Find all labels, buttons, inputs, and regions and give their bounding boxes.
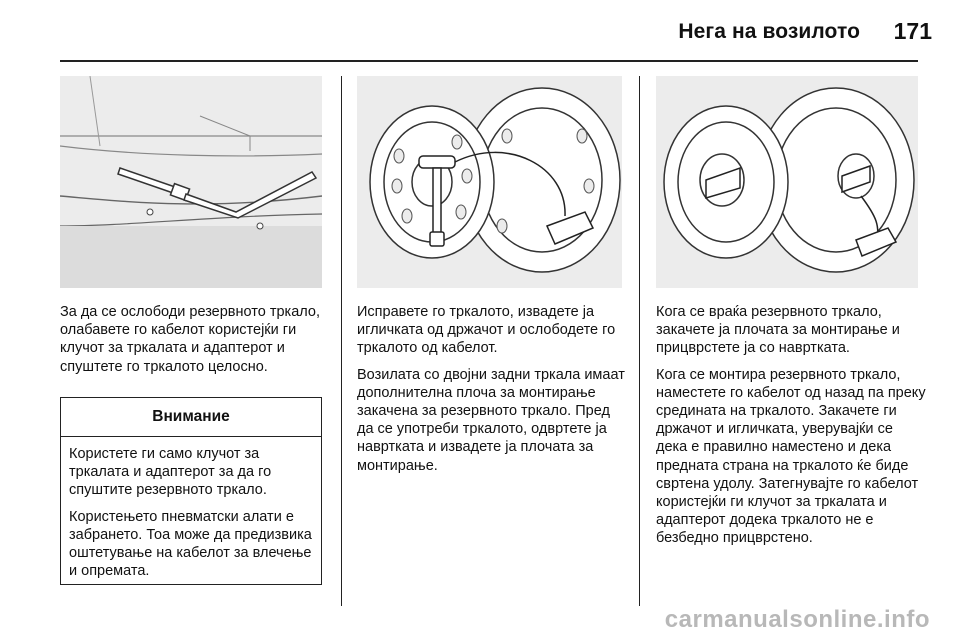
illustration-wrench-bumper [60,76,322,288]
spare-wheel-handle-drawing [357,76,622,288]
column3-text [656,303,926,556]
watermark: carmanualsonline.info [664,606,930,633]
column2-text [357,303,627,483]
mounting-plate-drawing [656,76,918,288]
column2-paragraph-1: Исправете го тркалото, извадете ја игличката од држачот и ослободете го тркалото од кабелот. [357,304,616,357]
page-title: Нега на возилото [678,20,860,43]
column1-text [60,303,328,384]
page-number: 171 [893,18,932,44]
column-divider-2 [639,76,640,606]
header-rule [60,60,918,62]
warning-paragraph-1: Користете ги само клучот за тркалата и адаптерот за да го спуштите резервното тркало. [69,446,272,499]
column-divider-1 [341,76,342,606]
warning-paragraph-2: Користењето пневматски алати е забрането. Тоа може да предизвика оштетување на кабелот за влечење и опремата. [69,508,312,580]
column3-paragraph-1: Кога се враќа резервното тркало, закачете ја плочата за монтирање и прицврстете ја со навртката. [656,304,900,357]
warning-title: Внимание [61,398,321,437]
illustration-mounting-plate [656,76,918,288]
column3-paragraph-2: Кога се монтира резервното тркало, наместете го кабелот од назад па преку средината на тркалото. Закачете ги држачот и игличката, уверувајќи се дека е правилно наместено и дека предната страна на тркалото ќе биде свртена удолу. Затегнувајте го кабелот користејќи ги клучот за тркалата и адаптерот додека тркалото не е безбедно прицврстено. [656,366,926,547]
warning-body [61,437,321,580]
warning-box [60,397,322,585]
column2-paragraph-2: Возилата со двојни задни тркала имаат дополнителна плоча за монтирање закачена за резервното тркало. Пред да се употреби тркалото, одвртете ја навртката и извадете ја плочата за монтирање. [357,366,625,474]
wrench-bumper-drawing [60,76,322,288]
illustration-spare-wheel-handle [357,76,622,288]
column1-paragraph: За да се ослободи резервното тркало, олабавете го кабелот користејќи ги клучот за тркалата и адаптерот и спуштете го тркалото целосно. [60,304,320,375]
